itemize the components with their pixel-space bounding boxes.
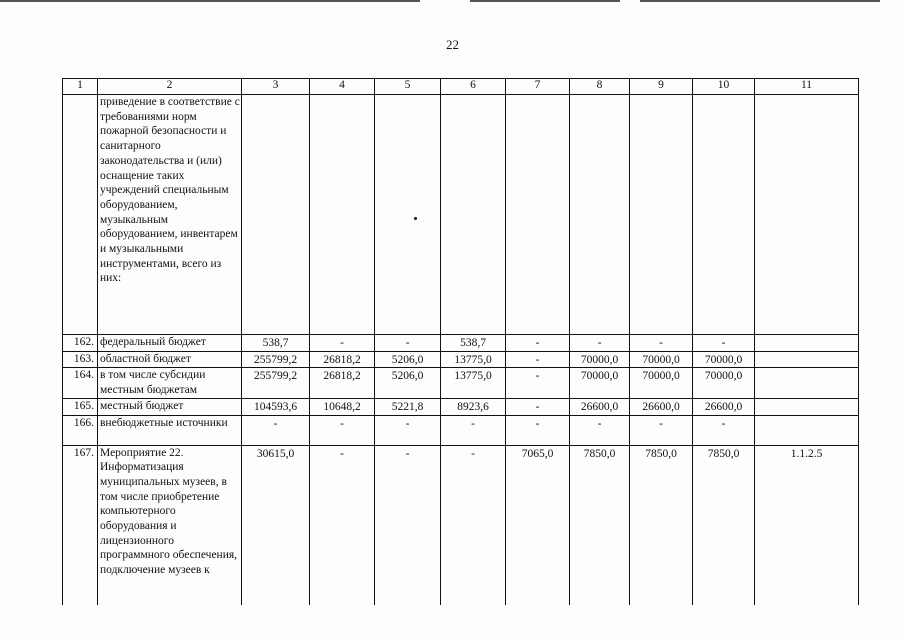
row-description: внебюджетные источники (98, 415, 242, 445)
column-header: 8 (570, 79, 630, 95)
value-cell: 538,7 (441, 335, 506, 352)
row-description: Мероприятие 22. Информатизация муниципальных музеев, в том числе приобретение компьютерного оборудования и лицензионного программного обеспечения, подключение музеев к (98, 445, 242, 605)
value-cell: 26818,2 (310, 368, 375, 398)
value-cell: 7850,0 (630, 445, 693, 605)
value-cell: - (693, 415, 755, 445)
value-cell: 10648,2 (310, 398, 375, 415)
value-cell: - (570, 335, 630, 352)
row-number (63, 95, 98, 335)
indicator-code (755, 368, 859, 398)
value-cell: 13775,0 (441, 368, 506, 398)
value-cell (375, 95, 441, 335)
scan-speck (414, 217, 417, 220)
indicator-code: 1.1.2.5 (755, 445, 859, 605)
value-cell: 255799,2 (242, 368, 310, 398)
row-number: 162. (63, 335, 98, 352)
table-row (63, 368, 859, 398)
value-cell: - (375, 445, 441, 605)
column-header-row (63, 79, 859, 95)
column-header: 9 (630, 79, 693, 95)
value-cell: - (375, 335, 441, 352)
value-cell: - (242, 415, 310, 445)
value-cell: - (441, 415, 506, 445)
column-header: 2 (98, 79, 242, 95)
value-cell: - (693, 335, 755, 352)
column-header: 11 (755, 79, 859, 95)
page-number: 22 (446, 37, 459, 52)
column-header: 3 (242, 79, 310, 95)
row-description: областной бюджет (98, 351, 242, 368)
column-header: 5 (375, 79, 441, 95)
row-description: местный бюджет (98, 398, 242, 415)
value-cell: - (441, 445, 506, 605)
value-cell (506, 95, 570, 335)
column-header: 10 (693, 79, 755, 95)
value-cell: - (570, 415, 630, 445)
row-description: федеральный бюджет (98, 335, 242, 352)
value-cell: 5221,8 (375, 398, 441, 415)
row-number: 164. (63, 368, 98, 398)
row-number: 166. (63, 415, 98, 445)
row-description: в том числе субсидии местным бюджетам (98, 368, 242, 398)
value-cell (310, 95, 375, 335)
row-number: 165. (63, 398, 98, 415)
value-cell: - (630, 415, 693, 445)
scan-edge-left (0, 0, 420, 2)
scan-edge-middle (470, 0, 620, 2)
value-cell: 26600,0 (570, 398, 630, 415)
column-header: 1 (63, 79, 98, 95)
value-cell: 538,7 (242, 335, 310, 352)
value-cell: 5206,0 (375, 351, 441, 368)
value-cell: 30615,0 (242, 445, 310, 605)
value-cell: 13775,0 (441, 351, 506, 368)
row-number: 163. (63, 351, 98, 368)
value-cell: - (375, 415, 441, 445)
value-cell: 104593,6 (242, 398, 310, 415)
value-cell (630, 95, 693, 335)
column-header: 6 (441, 79, 506, 95)
table-row (63, 351, 859, 368)
indicator-code (755, 95, 859, 335)
value-cell: 26818,2 (310, 351, 375, 368)
indicator-code (755, 335, 859, 352)
row-description: приведение в соответствие с требованиями норм пожарной безопасности и санитарного законодательства и (или) оснащение таких учреждений специальным оборудованием, музыкальным оборудованием, инвентарем и музыкальными инструментами, всего из них: (98, 95, 242, 335)
table-row (63, 398, 859, 415)
table-row (63, 335, 859, 352)
column-header: 4 (310, 79, 375, 95)
value-cell: 70000,0 (570, 351, 630, 368)
value-cell: 5206,0 (375, 368, 441, 398)
value-cell: - (630, 335, 693, 352)
value-cell: - (310, 415, 375, 445)
value-cell: 70000,0 (693, 351, 755, 368)
value-cell: 26600,0 (630, 398, 693, 415)
indicator-code (755, 415, 859, 445)
table-row (63, 415, 859, 445)
value-cell: 8923,6 (441, 398, 506, 415)
value-cell: - (310, 445, 375, 605)
value-cell: - (506, 368, 570, 398)
row-number: 167. (63, 445, 98, 605)
value-cell (242, 95, 310, 335)
value-cell: 70000,0 (630, 351, 693, 368)
value-cell (441, 95, 506, 335)
table-row (63, 445, 859, 605)
column-header: 7 (506, 79, 570, 95)
value-cell: 7065,0 (506, 445, 570, 605)
value-cell: 70000,0 (630, 368, 693, 398)
value-cell: 7850,0 (693, 445, 755, 605)
value-cell: 70000,0 (570, 368, 630, 398)
value-cell: 7850,0 (570, 445, 630, 605)
budget-table (62, 78, 859, 605)
value-cell: - (506, 398, 570, 415)
value-cell: - (506, 415, 570, 445)
value-cell (570, 95, 630, 335)
value-cell: 255799,2 (242, 351, 310, 368)
value-cell (693, 95, 755, 335)
value-cell: - (506, 351, 570, 368)
indicator-code (755, 398, 859, 415)
indicator-code (755, 351, 859, 368)
table-row (63, 95, 859, 335)
value-cell: 26600,0 (693, 398, 755, 415)
value-cell: 70000,0 (693, 368, 755, 398)
value-cell: - (310, 335, 375, 352)
scan-edge-right (640, 0, 880, 2)
value-cell: - (506, 335, 570, 352)
